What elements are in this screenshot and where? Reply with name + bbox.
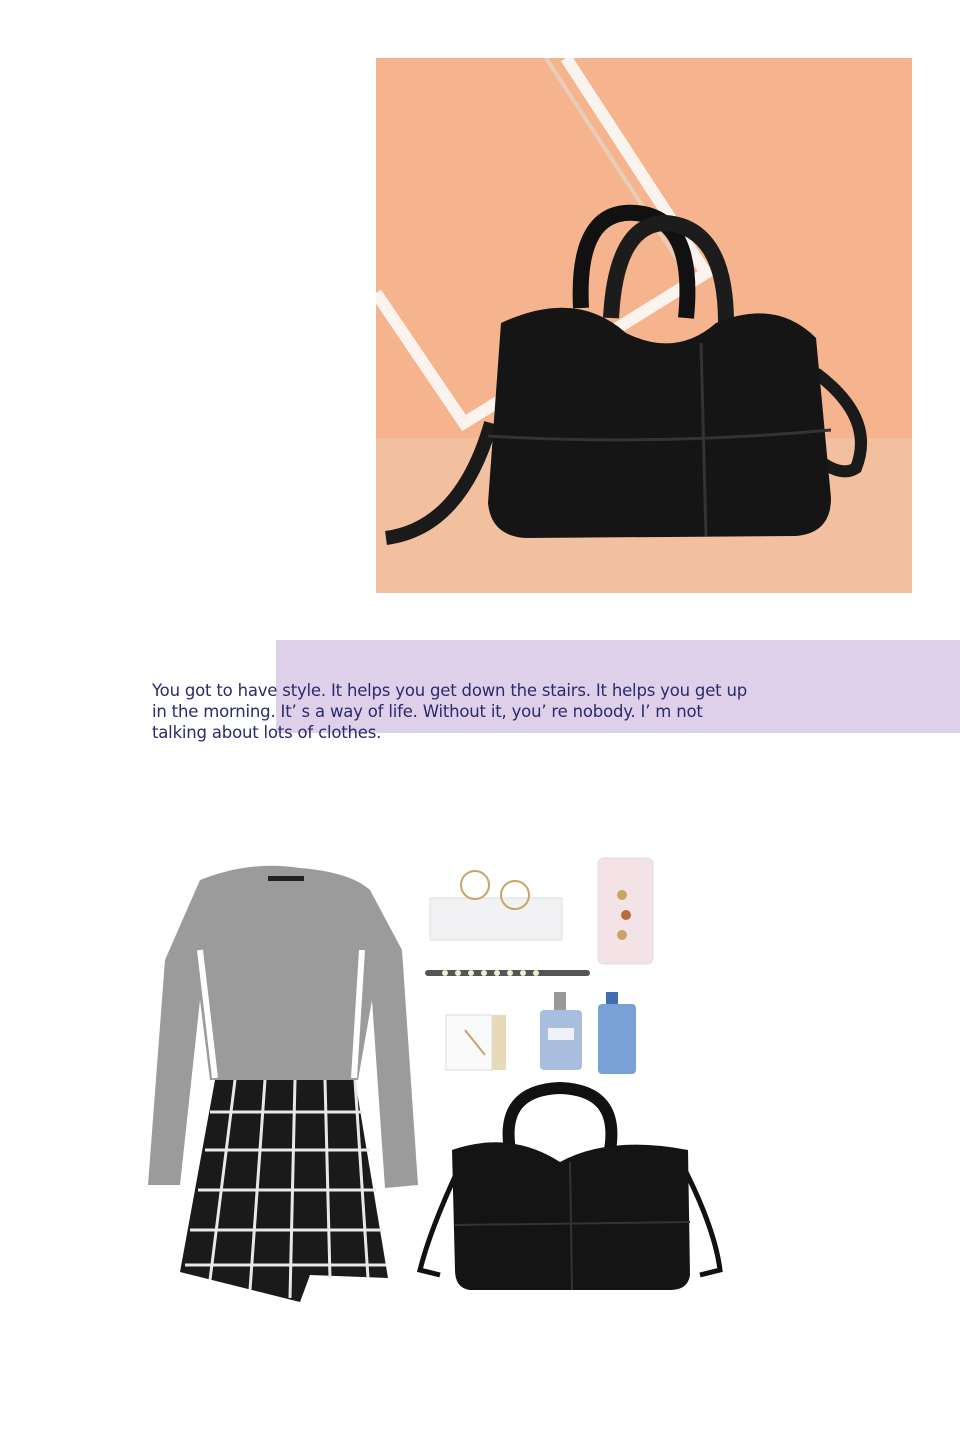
decorated-phone	[598, 858, 653, 964]
handbag-photo-illustration	[376, 58, 912, 593]
black-handbag	[420, 1088, 720, 1290]
flatlay-illustration	[140, 850, 740, 1310]
quote-line-3: talking about lots of clothes.	[152, 723, 382, 742]
quote-line-2: in the morning. It’ s a way of life. Without it, you’ re nobody. I’ m not	[152, 702, 703, 721]
style-quote	[152, 680, 792, 743]
perfume-bottle	[540, 992, 582, 1070]
earrings-card	[446, 1015, 506, 1070]
outfit-flatlay-image	[140, 850, 740, 1310]
quote-line-1: You got to have style. It helps you get down the stairs. It helps you get up	[152, 681, 747, 700]
lotion-bottle	[598, 992, 636, 1074]
hero-product-image	[376, 58, 912, 593]
plaid-skirt	[180, 1080, 388, 1302]
pearl-bracelet	[425, 970, 590, 976]
glasses-on-box	[430, 871, 562, 940]
